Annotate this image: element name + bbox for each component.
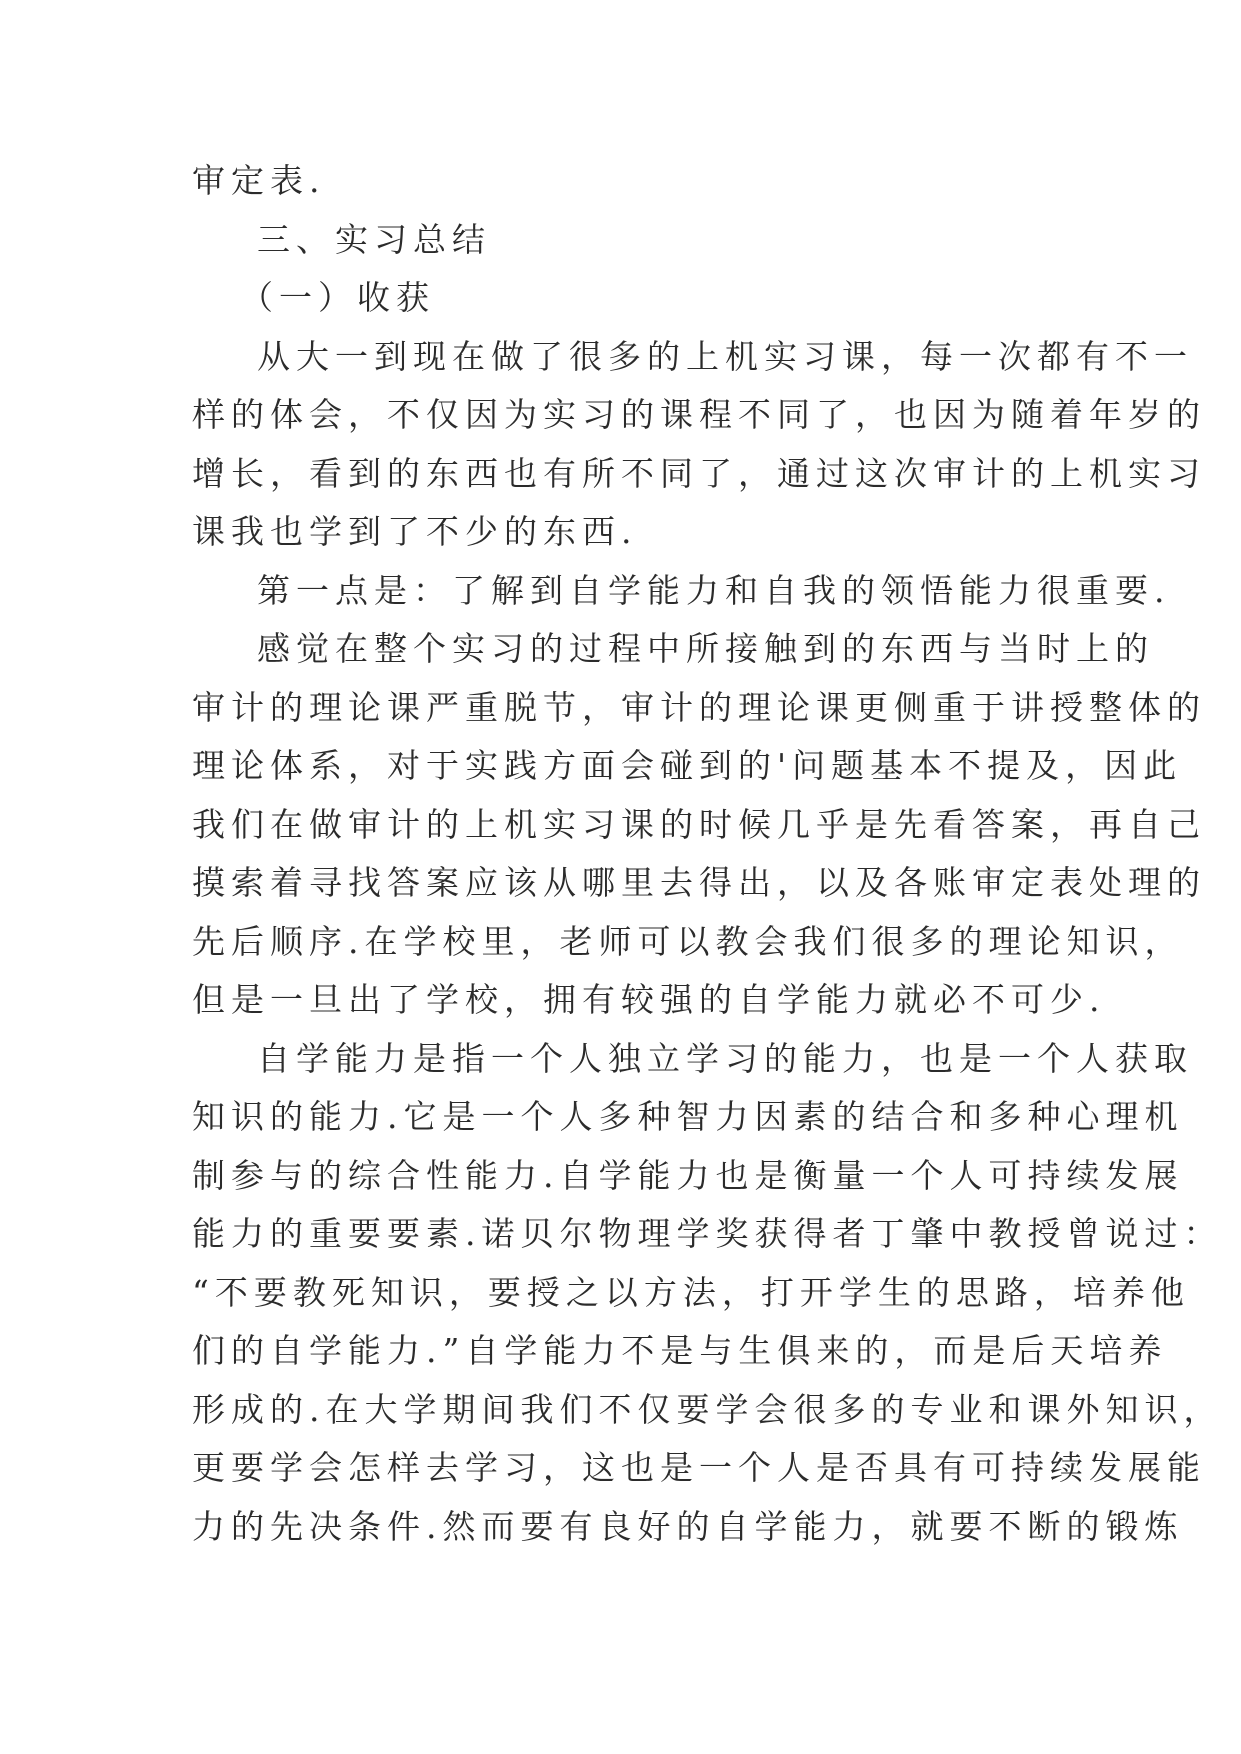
paragraph-line: 摸索着寻找答案应该从哪里去得出，以及各账审定表处理的 xyxy=(192,863,1206,902)
document-body xyxy=(192,152,1223,1556)
paragraph-line: 能力的重要要素.诺贝尔物理学奖获得者丁肇中教授曾说过： xyxy=(192,1214,1223,1253)
paragraph-line: 力的先决条件.然而要有良好的自学能力，就要不断的锻炼 xyxy=(192,1506,1184,1546)
paragraph-line: 自学能力是指一个人独立学习的能力，也是一个人获取 xyxy=(257,1038,1193,1078)
paragraph-line: 第一点是：了解到自学能力和自我的领悟能力很重要. xyxy=(257,570,1171,610)
paragraph-line: 知识的能力.它是一个人多种智力因素的结合和多种心理机 xyxy=(192,1097,1184,1136)
paragraph-line: 课我也学到了不少的东西. xyxy=(192,512,638,551)
section-heading: 三、实习总结 xyxy=(257,219,491,259)
paragraph-line: “不要教死知识，要授之以方法，打开学生的思路，培养他 xyxy=(192,1272,1190,1312)
paragraph-line: 审计的理论课严重脱节，审计的理论课更侧重于讲授整体的 xyxy=(192,687,1206,727)
paragraph-line: 制参与的综合性能力.自学能力也是衡量一个人可持续发展 xyxy=(192,1155,1184,1195)
paragraph-line: 审定表. xyxy=(192,161,326,200)
paragraph-line: 形成的.在大学期间我们不仅要学会很多的专业和课外知识， xyxy=(192,1389,1223,1429)
paragraph-line: 增长，看到的东西也有所不同了，通过这次审计的上机实习 xyxy=(192,453,1206,493)
paragraph-line: 先后顺序.在学校里，老师可以教会我们很多的理论知识， xyxy=(192,921,1184,961)
paragraph-line: 更要学会怎样去学习，这也是一个人是否具有可持续发展能 xyxy=(192,1448,1206,1487)
paragraph-line: 感觉在整个实习的过程中所接触到的东西与当时上的 xyxy=(257,629,1154,668)
paragraph-line: 理论体系，对于实践方面会碰到的'问题基本不提及，因此 xyxy=(192,746,1183,785)
paragraph-line: 我们在做审计的上机实习课的时候几乎是先看答案，再自己 xyxy=(192,804,1206,844)
subsection-heading: （一）收获 xyxy=(240,278,435,317)
paragraph-line: 们的自学能力.”自学能力不是与生俱来的，而是后天培养 xyxy=(192,1331,1168,1370)
paragraph-line: 从大一到现在做了很多的上机实习课，每一次都有不一 xyxy=(257,336,1193,376)
paragraph-line: 样的体会，不仅因为实习的课程不同了，也因为随着年岁的 xyxy=(192,395,1206,434)
paragraph-line: 但是一旦出了学校，拥有较强的自学能力就必不可少. xyxy=(192,980,1106,1019)
